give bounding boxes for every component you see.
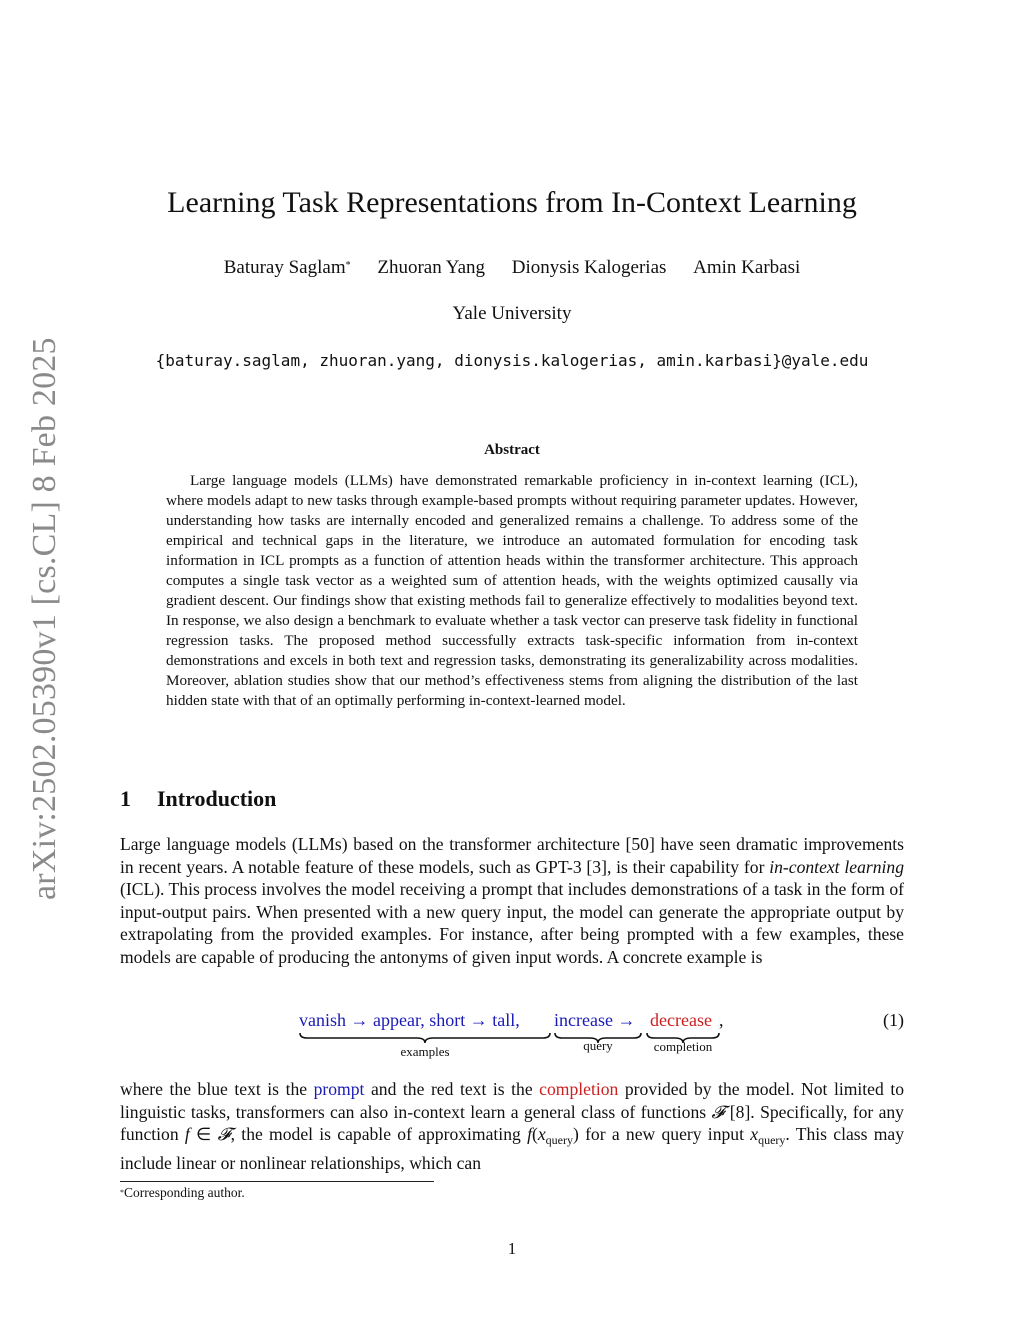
paper-title: Learning Task Representations from In-Context Learning <box>167 186 857 219</box>
math-symbol: 𝓕 <box>217 1124 231 1145</box>
math-symbol: ( <box>531 1124 538 1145</box>
section-title: Introduction <box>157 786 277 811</box>
equation-examples-text: vanish → appear, short → tall, <box>299 1010 520 1030</box>
text-run: provided by the model. Not limited to linguistic tasks, transformers can also in-context learn a general class of functions <box>120 1079 905 1122</box>
text-run: Large language models (LLMs) based on the transformer architecture [50] have seen dramatic improvements in recent years. A notable feature of these models, such as GPT-3 [3], is their capability for <box>120 834 904 877</box>
author-list <box>0 256 1024 280</box>
equation-query-text: increase → <box>554 1010 636 1030</box>
label-query: query <box>583 1038 613 1053</box>
equation-completion-text: decrease <box>650 1010 712 1030</box>
intro-paragraph-1 <box>120 833 904 969</box>
math-symbol: x <box>750 1124 759 1145</box>
text-run: for a new query input <box>578 1124 751 1145</box>
prompt-term: prompt <box>313 1079 365 1099</box>
intro-paragraph-2 <box>120 1078 904 1174</box>
section-heading <box>120 785 276 813</box>
section-number: 1 <box>120 786 131 811</box>
author-2 <box>377 256 485 280</box>
math-symbol: f <box>184 1124 190 1145</box>
author-1 <box>224 256 351 280</box>
abstract-heading: Abstract <box>484 442 540 458</box>
affiliation: Yale University <box>452 303 572 324</box>
text-run: [8]. Specifically, for any function <box>120 1101 904 1145</box>
math-symbol: f <box>527 1124 532 1145</box>
math-symbol: ∈ <box>189 1124 218 1145</box>
footnote-mark: * <box>345 260 351 271</box>
label-examples: examples <box>400 1044 450 1059</box>
footnote <box>120 1184 245 1202</box>
author-4 <box>693 256 800 280</box>
text-run: where the blue text is the <box>120 1079 314 1099</box>
math-symbol: x <box>537 1124 546 1145</box>
author-emails: {baturay.saglam, zhuoran.yang, dionysis.kalogerias, amin.karbasi}@yale.edu <box>155 351 869 370</box>
page-number: 1 <box>507 1239 517 1258</box>
text-run: . This class may include linear or nonlinear relationships, which can <box>120 1124 905 1173</box>
author-name: Dionysis Kalogerias <box>511 257 667 278</box>
emphasis-term: in-context learning <box>769 856 905 877</box>
author-name: Baturay Saglam <box>223 257 346 278</box>
math-symbol: ) <box>572 1124 579 1145</box>
equation-1 <box>120 1008 904 1068</box>
footnote-mark: * <box>120 1188 124 1197</box>
text-run: (ICL). This process involves the model receiving a prompt that includes demonstrations of a task in the form of input-output pairs. When presented with a new query input, the model can generate the appropriate output by extrapolating from the provided examples. For instance, after being prompted with a few examples, these models are capable of producing the antonyms of given input words. A concrete example is <box>120 879 904 967</box>
arxiv-identifier-stamp: arXiv:2502.05390v1 [cs.CL] 8 Feb 2025 <box>26 337 63 900</box>
completion-term: completion <box>539 1079 619 1099</box>
equation-trailing-comma: , <box>719 1010 724 1030</box>
underbrace-examples <box>299 1032 551 1044</box>
author-name: Amin Karbasi <box>693 257 801 278</box>
text-run: and the red text is the <box>364 1079 540 1099</box>
footnote-divider <box>120 1181 434 1182</box>
abstract-body: Large language models (LLMs) have demonstrated remarkable proficiency in in-context learning (ICL), where models adapt to new tasks through example-based prompts without requiring parameter updates. However, understanding how tasks are internally encoded and generalized remains a challenge. To address some of the empirical and technical gaps in the literature, we introduce an automated formulation for encoding task information in ICL prompts as a function of attention heads within the transformer architecture. This approach computes a single task vector as a weighted sum of attention heads, with the weights optimized causally via gradient descent. Our findings show that existing methods fail to generalize effectively to modalities beyond text. In response, we also design a benchmark to evaluate whether a task vector can preserve task fidelity in functional regression tasks. The proposed method successfully extracts task-specific information from in-context demonstrations and excels in both text and regression tasks, demonstrating its generalizability across modalities. Moreover, ablation studies show that our method’s effectiveness stems from aligning the distribution of the last hidden state with that of an optimally performing in-context-learned model. <box>166 472 858 709</box>
math-subscript: query <box>758 1133 786 1148</box>
footnote-text: Corresponding author. <box>124 1185 245 1200</box>
math-subscript: query <box>545 1133 573 1148</box>
author-name: Zhuoran Yang <box>377 257 486 278</box>
math-symbol: 𝓕 <box>711 1101 725 1122</box>
label-completion: completion <box>653 1039 713 1054</box>
author-3 <box>512 256 667 280</box>
equation-number: (1) <box>883 1010 904 1030</box>
text-run: , the model is capable of approximating <box>230 1124 528 1145</box>
